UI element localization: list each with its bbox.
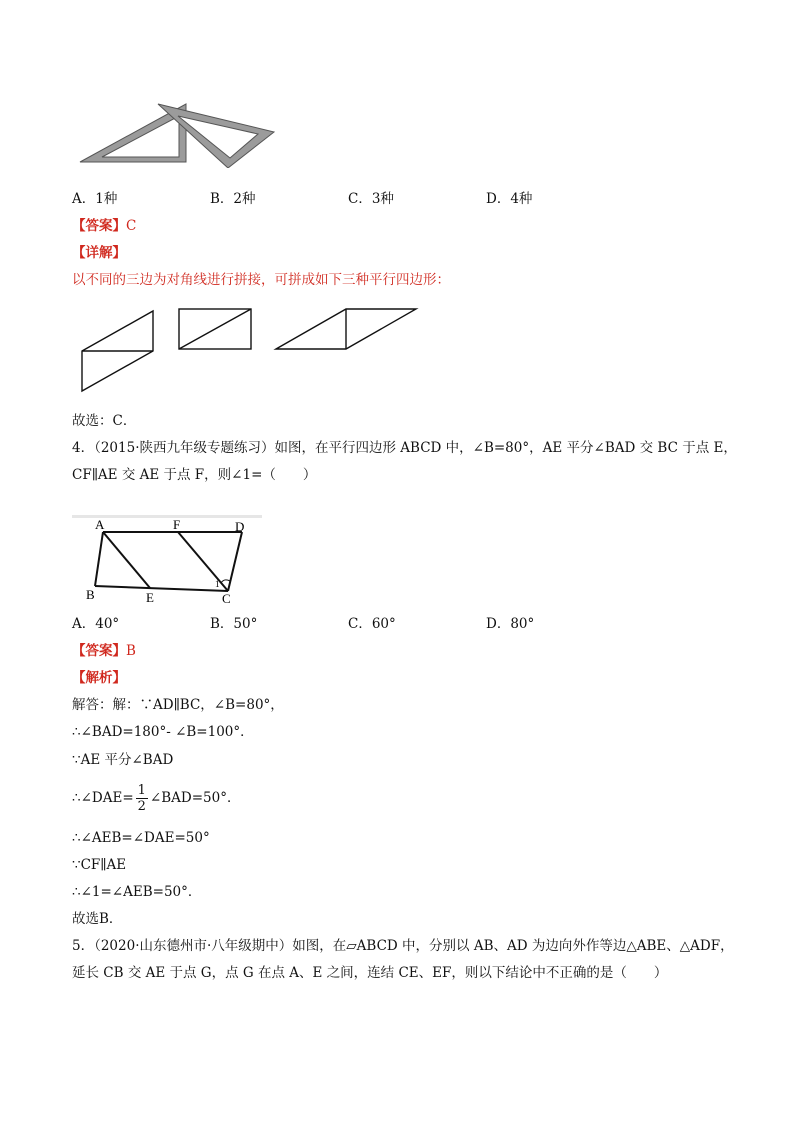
- fraction-denominator: 2: [137, 799, 146, 814]
- q4-stem-line2: CF∥AE 交 AE 于点 F，则∠1=（ ）: [72, 467, 317, 483]
- fraction-numerator: 1: [137, 783, 146, 798]
- fraction-one-half: [136, 783, 148, 814]
- label-d: D: [235, 519, 245, 534]
- answer-value: B: [126, 643, 136, 659]
- q3-conclusion: 故选：C．: [72, 413, 137, 429]
- q4-solution-line6: ∵CF∥AE: [72, 857, 127, 873]
- q5-stem-line1: 5．（2020·山东德州市·八年级期中）如图，在▱ABCD 中，分别以 AB、AD 为边向外作等边△ABE、△ADF，: [72, 938, 734, 954]
- q3-option-d: D．4种: [486, 191, 533, 207]
- label-c: C: [222, 591, 231, 606]
- answer-value: C: [126, 218, 137, 234]
- parallelogram-3: [276, 309, 416, 349]
- q4-answer: [72, 641, 136, 661]
- label-a: A: [95, 517, 105, 532]
- sol4-post: ∠BAD=50°．: [149, 790, 241, 806]
- q3-detail-text: 以不同的三边为对角线进行拼接，可拼成如下三种平行四边形：: [72, 272, 450, 288]
- q3-option-a: A．1种: [72, 191, 118, 207]
- q4-stem-line1: 4．（2015·陕西九年级专题练习）如图，在平行四边形 ABCD 中，∠B=80°，AE 平分∠BAD 交 BC 于点 E，: [72, 440, 737, 456]
- answer-tag: 【答案】: [72, 218, 126, 234]
- q3-detail-tag: 【详解】: [72, 245, 126, 261]
- q5-stem-line2: 延长 CB 交 AE 于点 G，点 G 在点 A、E 之间，连结 CE、EF，则以下结论中不正确的是（ ）: [72, 965, 668, 981]
- q4-solution-line1: 解答：解：∵AD∥BC，∠B=80°，: [72, 697, 284, 713]
- q4-option-d: D．80°: [486, 616, 535, 632]
- q4-solution-line4: [72, 783, 240, 814]
- label-b: B: [86, 587, 95, 602]
- q4-solution-line7: ∴∠1=∠AEB=50°．: [72, 884, 202, 900]
- parallelogram-abcd-figure: [72, 515, 262, 607]
- label-f: F: [173, 517, 181, 532]
- parallelograms-figure: [78, 304, 423, 396]
- q4-option-c: C．60°: [348, 616, 396, 632]
- q4-solution-line5: ∴∠AEB=∠DAE=50°: [72, 830, 210, 846]
- q4-option-b: B．50°: [210, 616, 258, 632]
- q4-solution-line3: ∵AE 平分∠BAD: [72, 752, 174, 768]
- q3-option-b: B．2种: [210, 191, 256, 207]
- set-squares-figure: [78, 100, 278, 168]
- parallelogram-1: [82, 311, 153, 391]
- sol4-pre: ∴∠DAE=: [72, 790, 134, 806]
- answer-tag: 【答案】: [72, 643, 126, 659]
- label-angle-1: 1: [215, 579, 220, 589]
- q4-option-a: A．40°: [72, 616, 120, 632]
- q3-option-c: C．3种: [348, 191, 394, 207]
- q4-conclusion: 故选B．: [72, 911, 123, 927]
- q3-answer: [72, 216, 136, 236]
- label-e: E: [146, 590, 154, 605]
- q4-analysis-tag: 【解析】: [72, 670, 126, 686]
- q4-solution-line2: ∴∠BAD=180°- ∠B=100°．: [72, 724, 254, 740]
- parallelogram-2: [179, 309, 251, 349]
